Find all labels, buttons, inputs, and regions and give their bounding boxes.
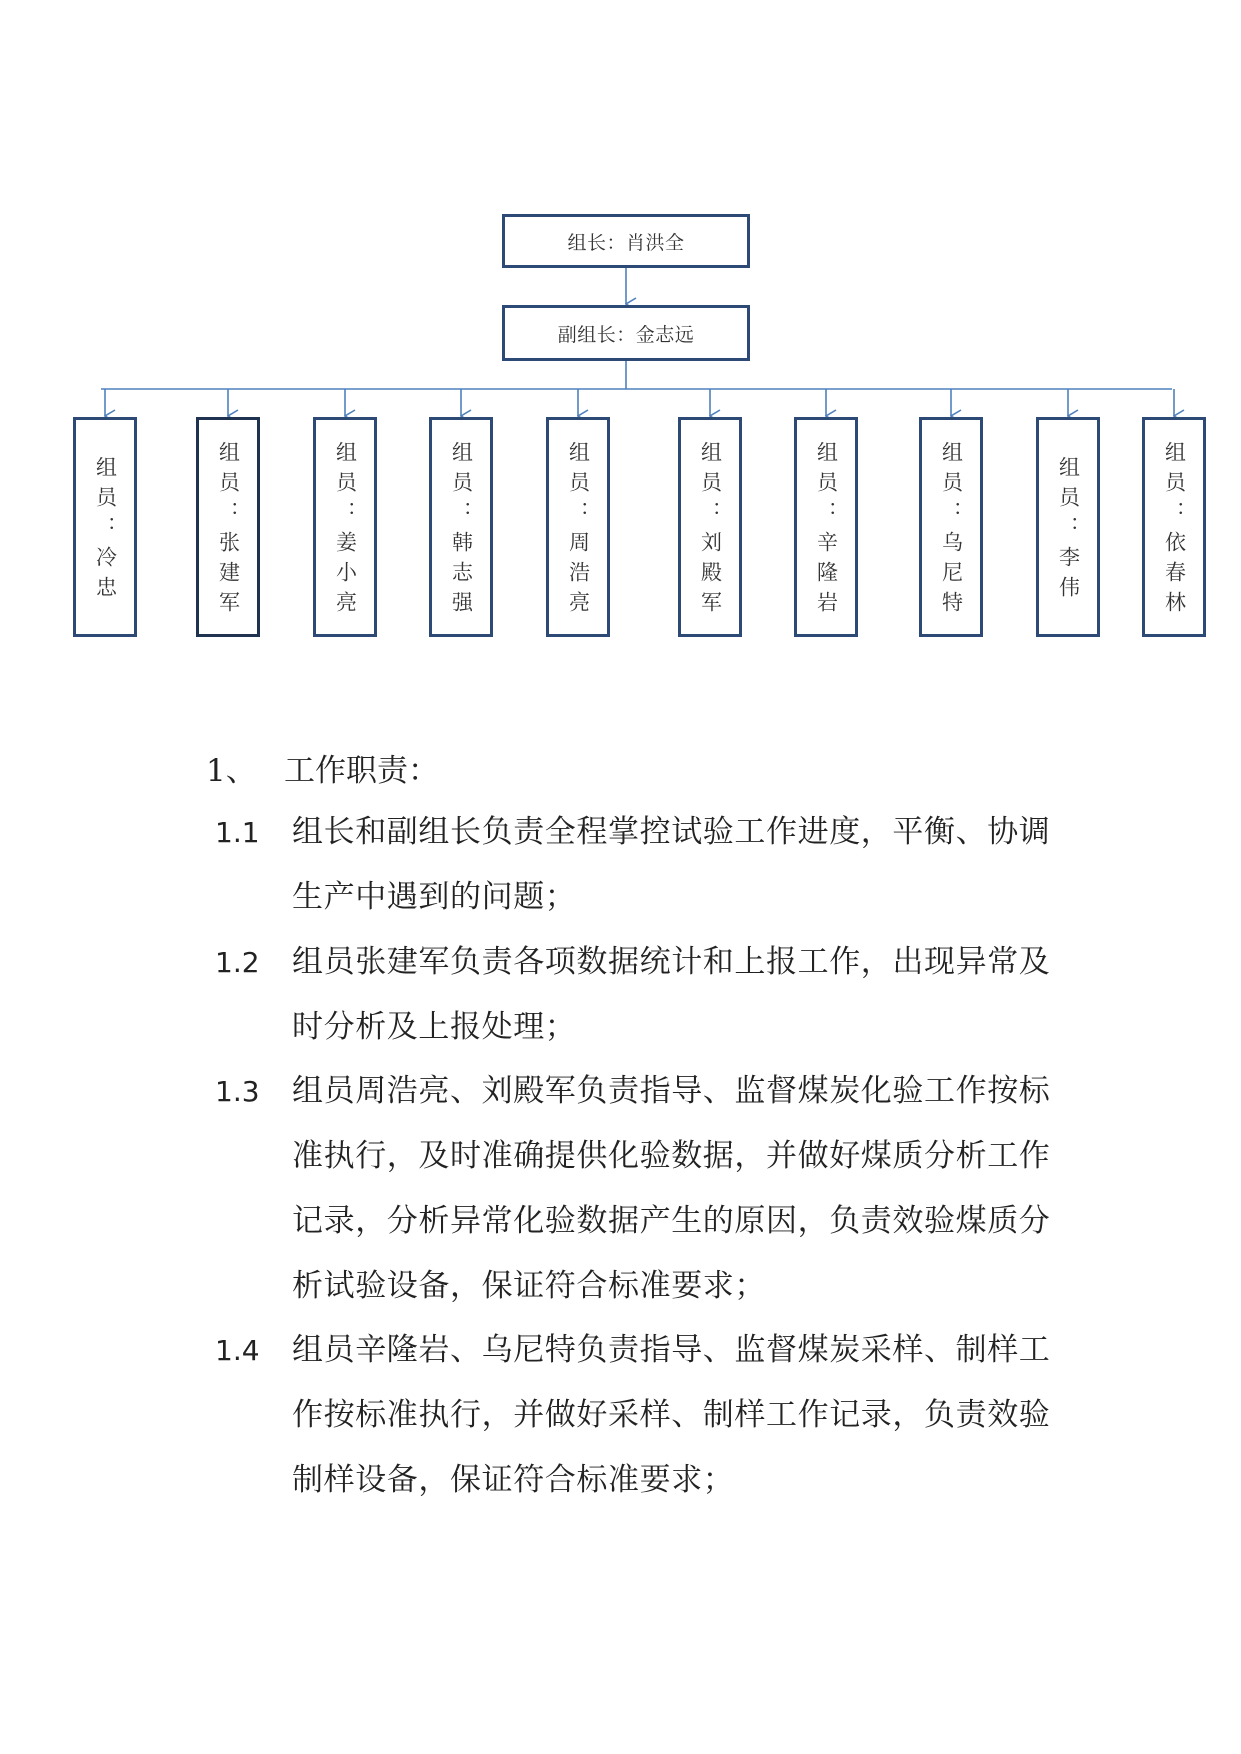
leader-label: 组长：肖洪全 — [567, 231, 685, 254]
item-number: 1.4 — [215, 1334, 260, 1367]
deputy-box — [502, 305, 750, 361]
member-label: 组员：乌尼特 — [939, 441, 964, 621]
member-box — [794, 417, 858, 637]
item-text: 组员辛隆岩、乌尼特负责指导、监督煤炭采样、制样工作按标准执行，并做好采样、制样工作记录，负责效验制样设备，保证符合标准要求； — [292, 1332, 1051, 1498]
member-box — [429, 417, 493, 637]
section-heading — [206, 745, 1106, 795]
item-text: 组员张建军负责各项数据统计和上报工作，出现异常及时分析及上报处理； — [292, 944, 1051, 1045]
member-label: 组员：李伟 — [1056, 456, 1081, 606]
member-label: 组员：依春林 — [1162, 441, 1187, 621]
member-label: 组员：刘殿军 — [698, 441, 723, 621]
member-box — [1036, 417, 1100, 637]
member-label: 组员：周浩亮 — [566, 441, 591, 621]
item-number: 1.3 — [215, 1075, 260, 1108]
member-box — [919, 417, 983, 637]
member-label: 组员：姜小亮 — [333, 441, 358, 621]
list-item — [215, 1059, 1115, 1319]
item-text: 组长和副组长负责全程掌控试验工作进度，平衡、协调生产中遇到的问题； — [292, 814, 1051, 915]
list-item — [215, 800, 1115, 930]
item-number: 1.1 — [215, 816, 260, 849]
leader-box — [502, 214, 750, 268]
member-box — [73, 417, 137, 637]
deputy-label: 副组长：金志远 — [557, 323, 695, 346]
member-box — [1142, 417, 1206, 637]
member-label: 组员：张建军 — [216, 441, 241, 621]
item-number: 1.2 — [215, 946, 260, 979]
item-text: 组员周浩亮、刘殿军负责指导、监督煤炭化验工作按标准执行，及时准确提供化验数据，并做好煤质分析工作记录，分析异常化验数据产生的原因，负责效验煤质分析试验设备，保证符合标准要求； — [292, 1073, 1051, 1304]
list-item — [215, 1318, 1115, 1518]
member-label: 组员：冷忠 — [93, 456, 118, 606]
list-item — [215, 930, 1115, 1060]
member-box — [546, 417, 610, 637]
member-box — [678, 417, 742, 637]
member-box — [313, 417, 377, 637]
section-title: 工作职责： — [284, 753, 439, 789]
member-box — [196, 417, 260, 637]
member-label: 组员：辛隆岩 — [814, 441, 839, 621]
section-number: 1、 — [206, 753, 257, 789]
member-label: 组员：韩志强 — [449, 441, 474, 621]
